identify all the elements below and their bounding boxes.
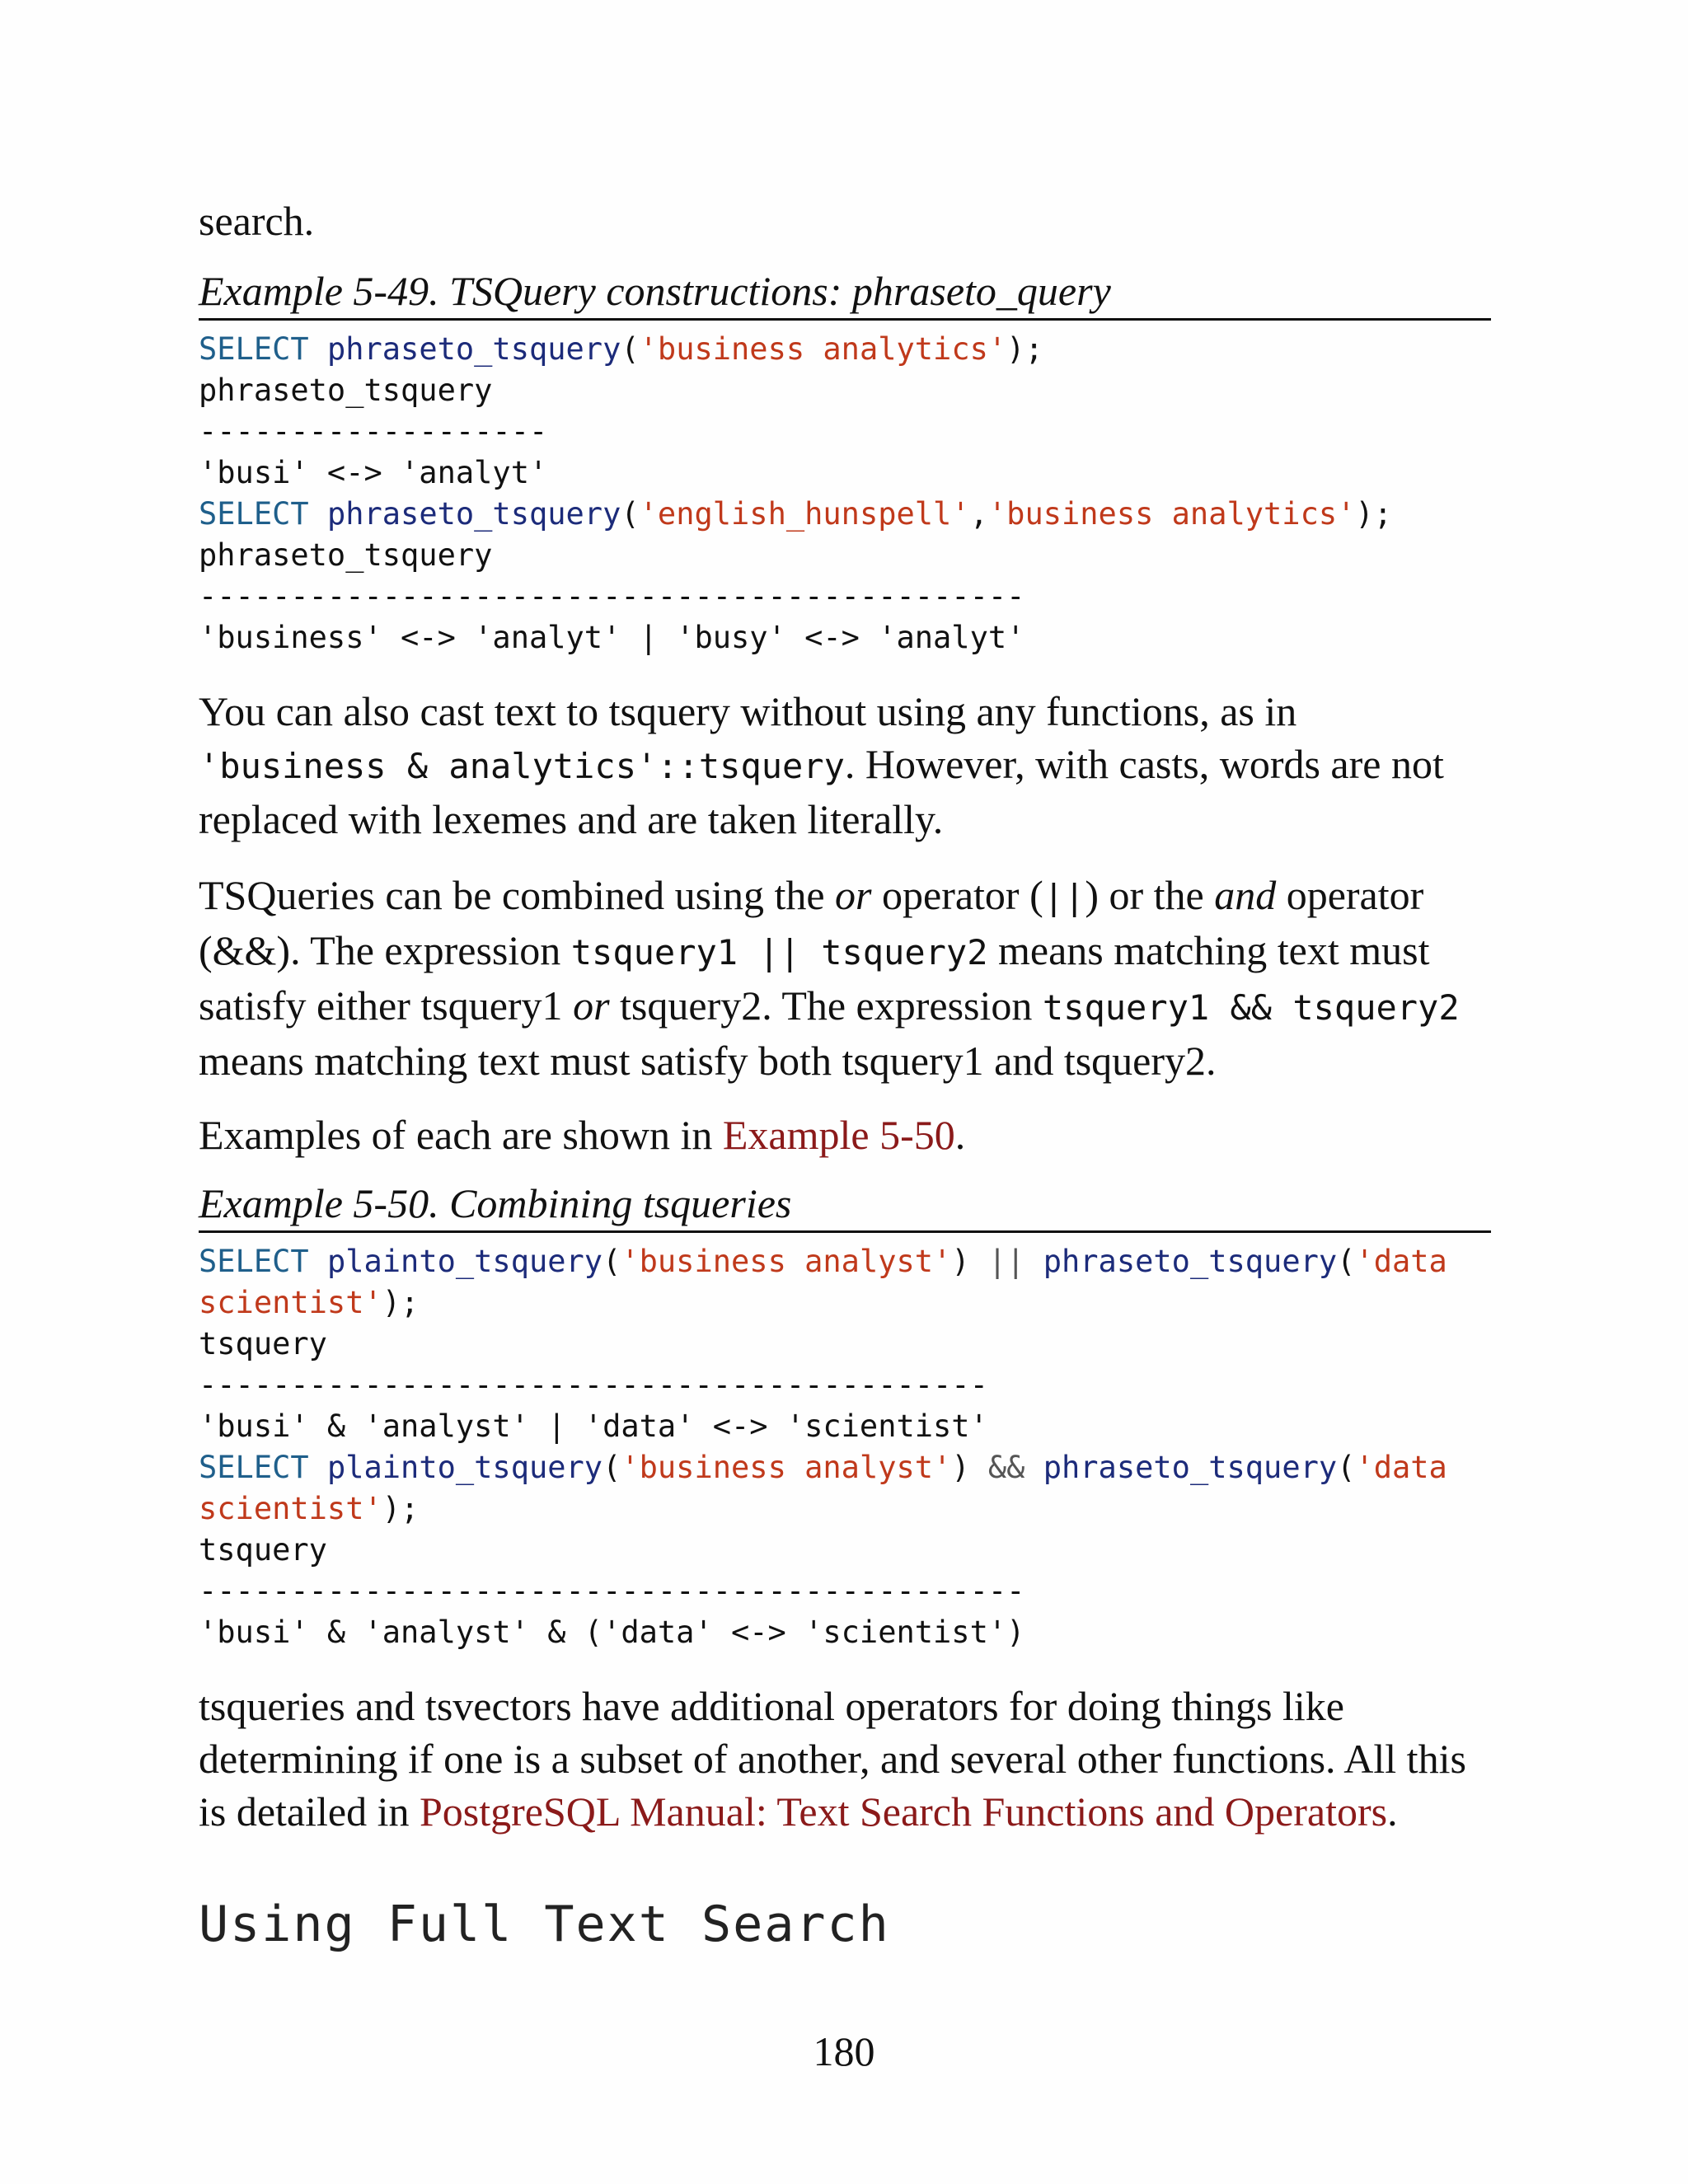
code-token: 'busi' <-> 'analyt' <box>199 455 548 490</box>
code-token: 'business analytics' <box>639 331 1007 367</box>
code-token: 'business analyst' <box>621 1450 952 1485</box>
code-token <box>309 1244 327 1279</box>
code-line <box>199 1532 327 1568</box>
code-token: plainto_tsquery <box>326 1244 603 1279</box>
code-token: ------------------- <box>199 414 548 449</box>
code-line <box>199 455 547 490</box>
code-line <box>199 373 492 408</box>
code-token: ( <box>1337 1450 1356 1485</box>
code-line <box>199 1450 1447 1485</box>
inline-code: tsquery1 && tsquery2 <box>1042 987 1460 1028</box>
section-heading: Using Full Text Search <box>199 1896 890 1953</box>
code-line <box>199 579 1025 614</box>
code-token: SELECT <box>199 331 309 367</box>
code-token: 'business analytics' <box>987 496 1356 532</box>
code-line <box>199 1491 419 1526</box>
code-token: phraseto_tsquery <box>1043 1244 1338 1279</box>
code-token: scientist' <box>199 1491 382 1526</box>
code-token: ( <box>603 1244 621 1279</box>
code-token: phraseto_tsquery <box>199 373 493 408</box>
code-token <box>1025 1450 1043 1485</box>
manual-link[interactable]: PostgreSQL Manual: Text Search Functions and Operators <box>420 1788 1388 1835</box>
code-token: phraseto_tsquery <box>326 331 621 367</box>
code-token: ); <box>382 1285 420 1320</box>
code-block <box>199 329 1491 658</box>
code-token: plainto_tsquery <box>326 1450 603 1485</box>
paragraph-combine: TSQueries can be combined using the or operator (||) or the and operator (&&). The expression tsquery1 || tsquery2 means matching text must satisfy either tsquery1 or tsquery2. The expression tsquery1 && tsquery2 means matching text must satisfy both tsquery1 and tsquery2. <box>199 872 1460 1084</box>
code-token: ); <box>1355 496 1392 532</box>
code-line <box>199 496 1392 532</box>
code-token: phraseto_tsquery <box>1043 1450 1338 1485</box>
code-token: phraseto_tsquery <box>199 537 493 573</box>
code-line <box>199 414 547 449</box>
code-token: ( <box>1337 1244 1356 1279</box>
emphasis: or <box>835 872 872 918</box>
code-token <box>1025 1244 1043 1279</box>
code-token: --------------------------------------------- <box>199 579 1025 614</box>
inline-code: tsquery1 || tsquery2 <box>570 932 988 972</box>
code-token: ) <box>951 1450 988 1485</box>
example-5-50 <box>199 1178 1491 1653</box>
code-token: --------------------------------------------- <box>199 1573 1025 1609</box>
paragraph-cast: You can also cast text to tsquery without using any functions, as in 'business & analytics'::tsquery. However, with casts, words are not replaced with lexemes and are taken literally. <box>199 688 1444 842</box>
code-line <box>199 1326 327 1361</box>
code-line <box>199 1367 988 1403</box>
code-token: 'busi' & 'analyst' & ('data' <-> 'scientist') <box>199 1615 1025 1650</box>
code-token: phraseto_tsquery <box>326 496 621 532</box>
code-token: 'busi' & 'analyst' | 'data' <-> 'scientist' <box>199 1408 988 1444</box>
code-line <box>199 1573 1025 1609</box>
code-token: ( <box>621 496 640 532</box>
code-token: scientist' <box>199 1285 382 1320</box>
code-token: tsquery <box>199 1532 327 1568</box>
paragraph-examples: Examples of each are shown in Example 5-50. <box>199 1112 966 1158</box>
code-token: 'english_hunspell' <box>639 496 970 532</box>
emphasis: and <box>1214 872 1277 918</box>
example-5-49 <box>199 265 1491 658</box>
code-token: 'business' <-> 'analyt' | 'busy' <-> 'analyt' <box>199 620 1025 655</box>
code-token: ); <box>382 1491 420 1526</box>
emphasis: or <box>573 982 610 1029</box>
code-line <box>199 331 1043 367</box>
code-token: ); <box>1006 331 1043 367</box>
code-token: 'data <box>1355 1450 1447 1485</box>
code-token <box>309 1450 327 1485</box>
example-caption: Example 5-49. TSQuery constructions: phraseto_query <box>199 265 1491 321</box>
code-line <box>199 1244 1447 1279</box>
code-token: , <box>969 496 988 532</box>
code-token <box>309 331 327 367</box>
code-token: || <box>987 1244 1025 1279</box>
code-token: SELECT <box>199 1244 309 1279</box>
code-token: ( <box>603 1450 621 1485</box>
code-token: ) <box>951 1244 988 1279</box>
code-token: SELECT <box>199 1450 309 1485</box>
page-content <box>199 194 1491 1953</box>
inline-code: 'business & analytics'::tsquery <box>199 746 845 786</box>
intro-text: search. <box>199 198 315 244</box>
code-token: 'business analyst' <box>621 1244 952 1279</box>
example-caption: Example 5-50. Combining tsqueries <box>199 1178 1491 1233</box>
code-token: tsquery <box>199 1326 327 1361</box>
code-block <box>199 1241 1491 1653</box>
code-token <box>309 496 327 532</box>
code-line <box>199 537 492 573</box>
code-token: ------------------------------------------- <box>199 1367 988 1403</box>
code-token: ( <box>621 331 640 367</box>
code-line <box>199 620 1025 655</box>
code-token: 'data <box>1355 1244 1447 1279</box>
code-line <box>199 1408 988 1444</box>
example-link[interactable]: Example 5-50 <box>722 1112 955 1158</box>
page-number: 180 <box>813 2028 875 2074</box>
code-line <box>199 1285 419 1320</box>
code-line <box>199 1615 1025 1650</box>
code-token: && <box>987 1450 1025 1485</box>
code-token: SELECT <box>199 496 309 532</box>
inline-code: || <box>1043 877 1085 917</box>
paragraph-more: tsqueries and tsvectors have additional operators for doing things like determining if one is a subset of another, and several other functions. All this is detailed in PostgreSQL Manual: Text Search Functions and Operators. <box>199 1683 1466 1835</box>
